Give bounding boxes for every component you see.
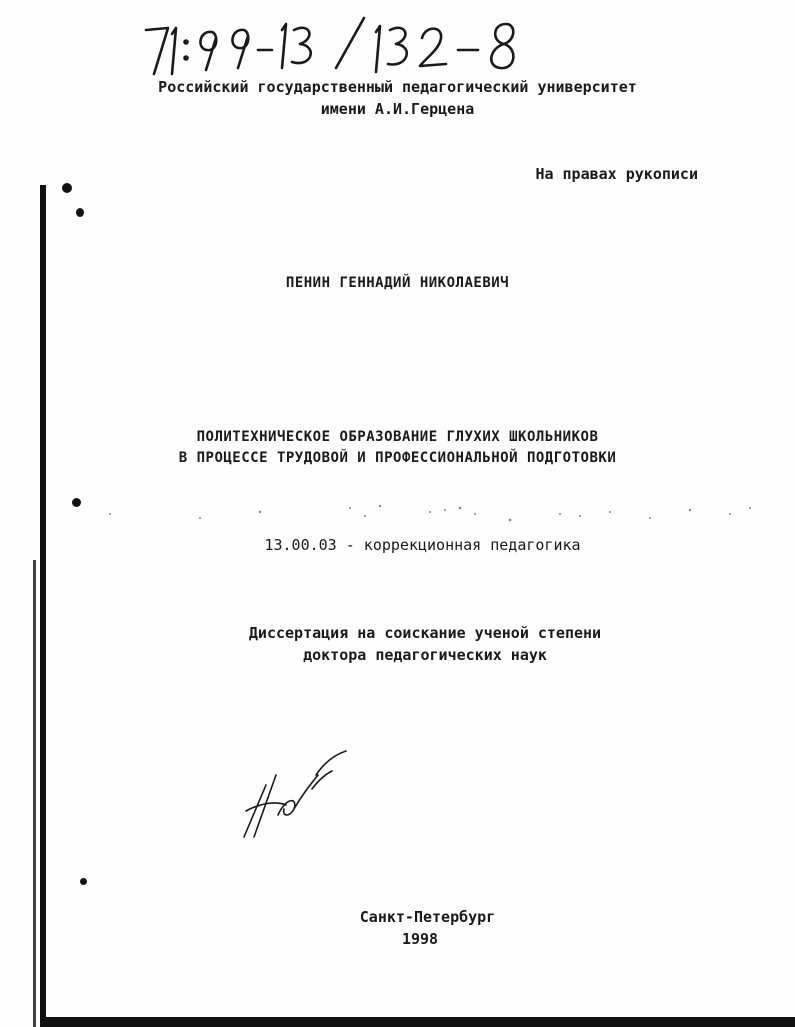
university-named-after: имени А.И.Герцена xyxy=(320,100,475,118)
degree-line-2: доктора педагогических наук xyxy=(303,646,547,664)
scan-speck xyxy=(72,498,81,507)
city: Санкт-Петербург xyxy=(359,908,496,926)
scan-edge-bottom xyxy=(40,1017,795,1027)
rights-note: На правах рукописи xyxy=(535,165,698,183)
year: 1998 xyxy=(401,930,439,948)
scan-speck xyxy=(80,878,87,885)
university-name: Российский государственный педагогический университет xyxy=(158,78,637,96)
scan-speck xyxy=(76,208,84,217)
dissertation-title-line-1: ПОЛИТЕХНИЧЕСКОЕ ОБРАЗОВАНИЕ ГЛУХИХ ШКОЛЬНИКОВ xyxy=(196,429,599,445)
scan-speck xyxy=(62,183,72,193)
author-name: ПЕНИН ГЕННАДИЙ НИКОЛАЕВИЧ xyxy=(285,275,510,291)
handwritten-reference-number xyxy=(140,8,540,88)
degree-line-1: Диссертация на соискание ученой степени xyxy=(248,624,602,642)
scan-edge-left xyxy=(40,185,46,1027)
dissertation-title-line-2: В ПРОЦЕССЕ ТРУДОВОЙ И ПРОФЕССИОНАЛЬНОЙ ПОДГОТОВКИ xyxy=(178,450,617,466)
scan-noise xyxy=(90,500,770,530)
specialty-code: 13.00.03 - коррекционная педагогика xyxy=(264,536,581,554)
author-signature xyxy=(236,745,356,845)
